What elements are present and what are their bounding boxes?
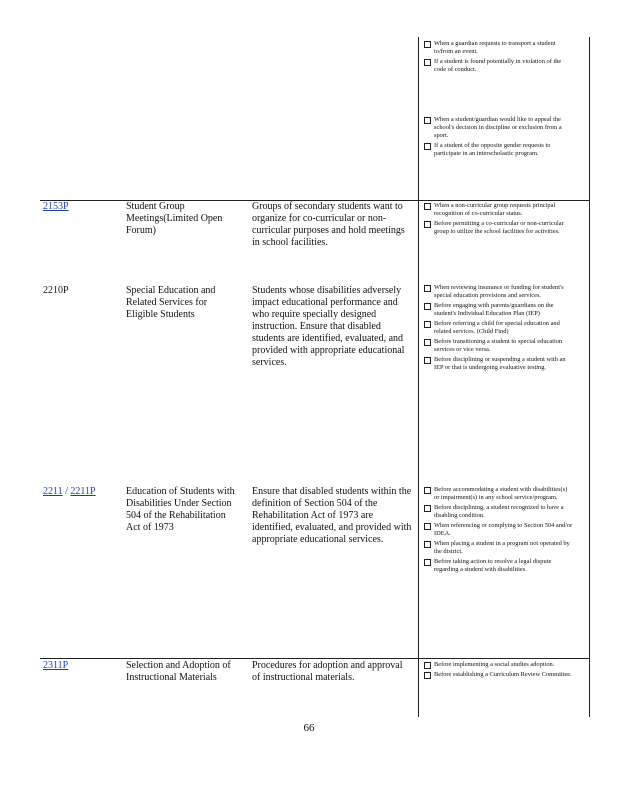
policy-ref: [43, 285, 69, 297]
policy-description: Ensure that disabled students within the definition of Section 504 of the Rehabilitation Act of 1973 are identified, evaluated, and provided with appropriate educational services.: [252, 486, 412, 545]
bullet-item: Before establishing a Curriculum Review Committee.: [423, 671, 573, 679]
bullet-item: Before implementing a social studies adoption.: [423, 661, 573, 669]
policy-ref: [43, 660, 68, 672]
bullet-item: Before disciplining, a student recognized to have a disabling condition.: [423, 504, 573, 520]
policy-title: Student Group Meetings(Limited Open Forum): [126, 201, 223, 236]
policy-description: Groups of secondary students want to organize for co-curricular or non-curricular purposes and hold meetings in school facilities.: [252, 201, 405, 248]
bullet-item: Before accommodating a student with disabilities(s) or impairment(s) in any school service/program.: [423, 486, 573, 502]
bullet-item: Before taking action to resolve a legal dispute regarding a student with disabilities.: [423, 558, 573, 574]
policy-title: Selection and Adoption of Instructional Materials: [126, 660, 231, 683]
bullet-item: Before disciplining or suspending a student with an IEP or that is undergoing evaluative testing.: [423, 356, 573, 372]
policy-link[interactable]: 2211: [43, 486, 63, 497]
policy-link[interactable]: 2211P: [70, 486, 96, 497]
bullet-item: If a student of the opposite gender requests to participate in an interscholastic program.: [423, 142, 573, 158]
policy-link[interactable]: 2311P: [43, 660, 69, 671]
policy-ref: 2211 / 2211P: [43, 486, 96, 497]
row-rule-2311: [40, 658, 589, 659]
policy-title: Education of Students with Disabilities Under Section 504 of the Rehabilitation Act of 1973: [126, 486, 235, 533]
bullet-item: Before transitioning a student to special education services or vice versa.: [423, 338, 573, 354]
policy-title: Special Education and Related Services for Eligible Students: [126, 285, 216, 320]
bullet-item: When reviewing insurance or funding for student's special education provisions and services.: [423, 284, 573, 300]
bullet-item: When a student/guardian would like to appeal the school's decision in discipline or exclusion from a sport.: [423, 116, 573, 140]
policy-description: Procedures for adoption and approval of instructional materials.: [252, 660, 403, 683]
page-number: 66: [303, 722, 315, 734]
bullet-item: When referencing or complying to Section 504 and/or IDEA.: [423, 522, 573, 538]
behaviors-cell: [423, 40, 573, 76]
policy-number: 2210P: [43, 285, 69, 296]
behaviors-cell: [423, 284, 573, 374]
bullet-item: Before referring a child for special education and related services. (Child Find): [423, 320, 573, 336]
bullet-item: When placing a student in a program not operated by the district.: [423, 540, 573, 556]
behaviors-cell: [423, 202, 573, 238]
behaviors-cell: [423, 661, 573, 681]
behaviors-cell: [423, 486, 573, 576]
behaviors-cell: [423, 116, 573, 160]
policy-link[interactable]: 2153P: [43, 201, 69, 212]
bullet-item: If a student is found potentially in violation of the code of conduct.: [423, 58, 573, 74]
bullet-item: When a non-curricular group requests principal recognition of co-curricular status.: [423, 202, 573, 218]
table-right-rule: [589, 37, 590, 717]
column-divider-rule: [418, 37, 419, 717]
bullet-item: When a guardian requests to transport a student to/from an event.: [423, 40, 573, 56]
policy-ref: [43, 201, 69, 213]
bullet-item: Before engaging with parents/guardians on the student's Individual Education Plan (IEP): [423, 302, 573, 318]
bullet-item: Before permitting a co-curricular or non-curricular group to utilize the school facilities for activities.: [423, 220, 573, 236]
policy-description: Students whose disabilities adversely impact educational performance and who require specially designed instruction. Ensure that disabled students are identified, evaluated, and provided with appropriate educational services.: [252, 285, 405, 368]
